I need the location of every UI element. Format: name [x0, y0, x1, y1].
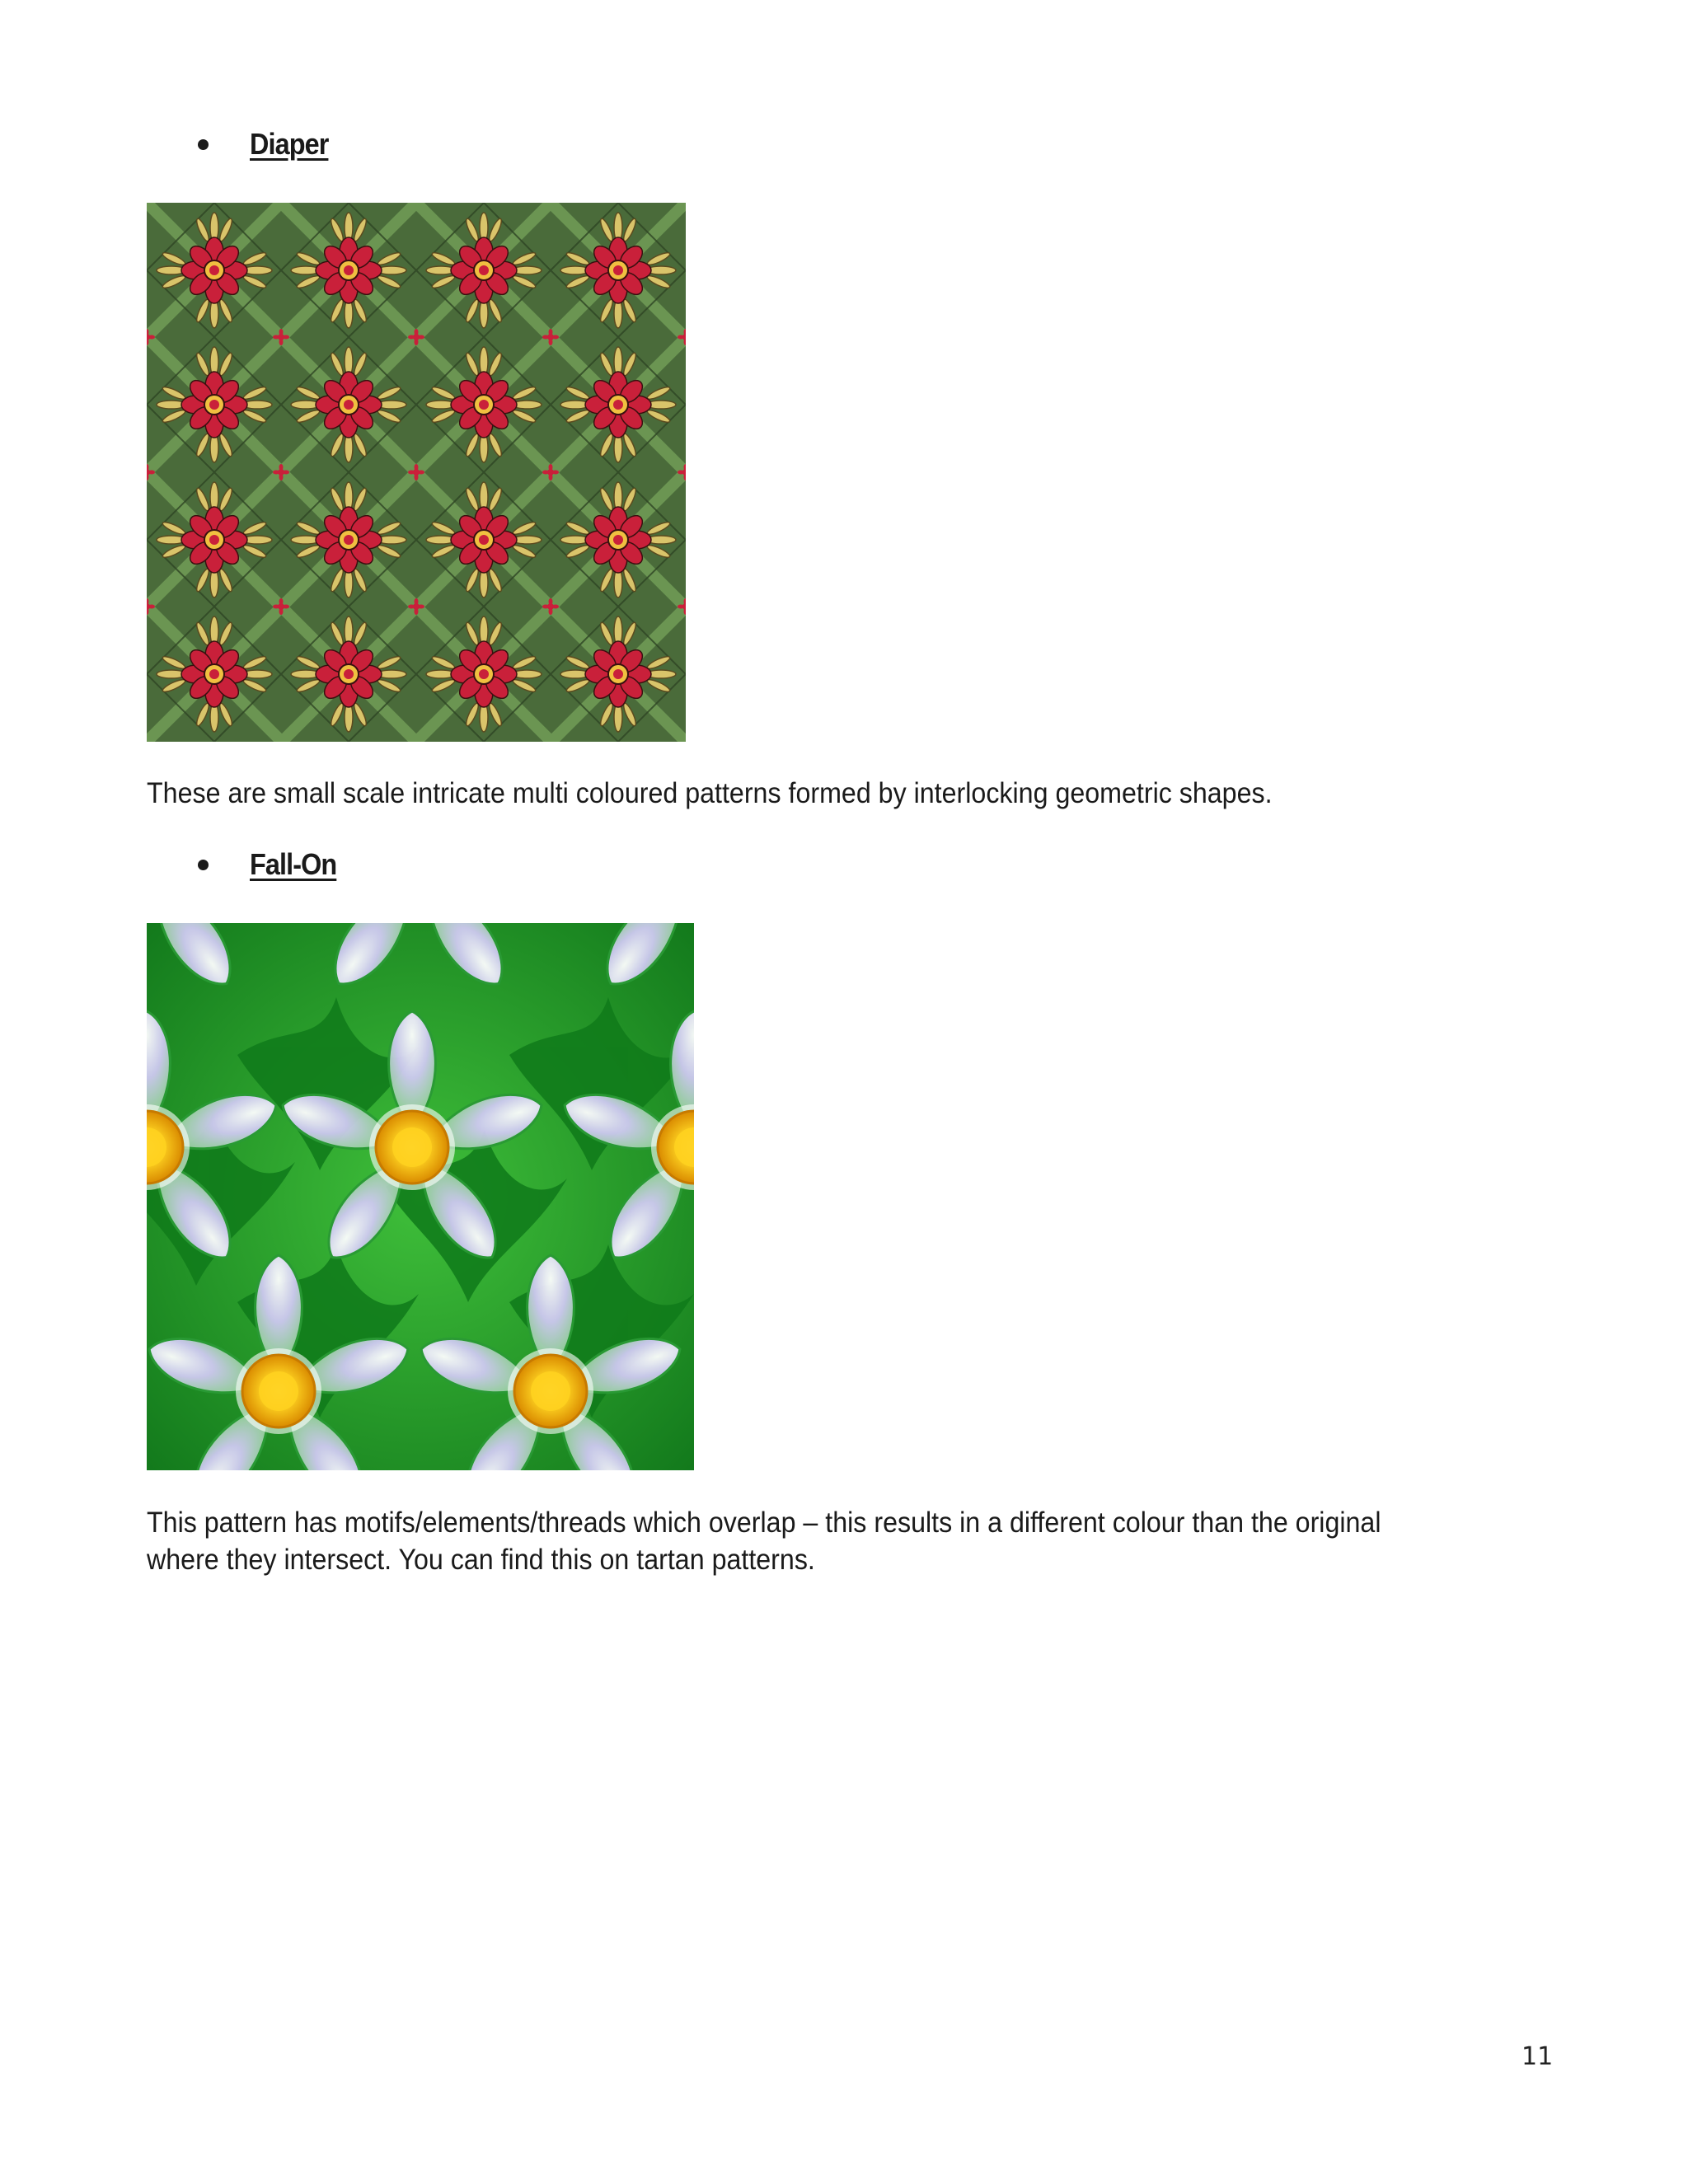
diaper-pattern-image: [147, 203, 686, 742]
bullet-icon: [198, 860, 209, 870]
fall-on-pattern-image: [147, 923, 694, 1470]
page-number: 11: [1522, 2042, 1554, 2071]
section-heading-diaper: Diaper: [250, 127, 329, 161]
section-heading-fall-on: Fall-On: [250, 847, 337, 881]
diaper-description: These are small scale intricate multi coloured patterns formed by interlocking geometric shapes.: [147, 777, 1273, 809]
bullet-item-diaper: [198, 124, 337, 165]
bullet-icon: [198, 139, 209, 150]
bullet-item-fall-on: [198, 844, 346, 885]
fall-on-description: This pattern has motifs/elements/threads which overlap – this results in a different colour than the original where they intersect. You can find this on tartan patterns.: [147, 1507, 1381, 1576]
